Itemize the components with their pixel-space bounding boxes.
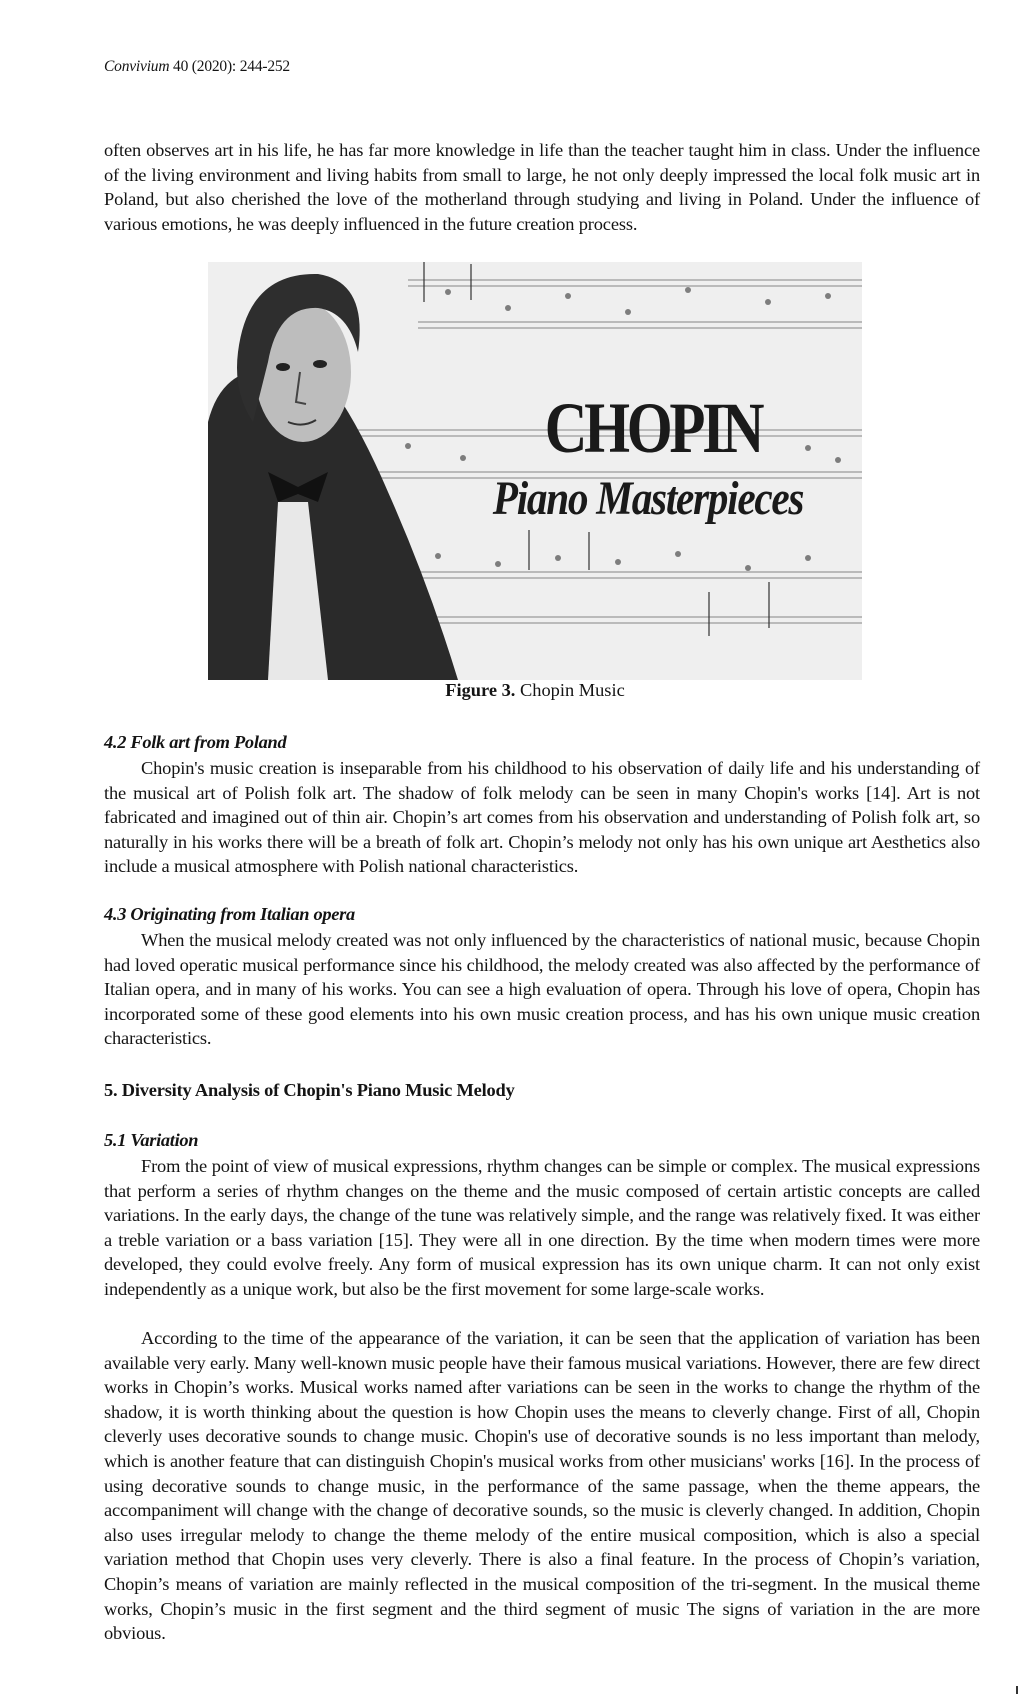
section-5-1-paragraph-1: From the point of view of musical expressions, rhythm changes can be simple or complex. The musical expressions that perform a series of rhythm changes on the theme and the music composed of certain artistic concepts are called variations. In the early days, the change of the tune was relatively simple, and the range was relatively fixed. It was either a treble variation or a bass variation [15]. They were all in one direction. By the time when modern times were more developed, they could evolve freely. Any form of musical expression has its own unique charm. It can not only exist independently as a unique work, but also be the first movement for some large-scale works.	[104, 1156, 980, 1299]
section-4-2-paragraph: Chopin's music creation is inseparable from his childhood to his observation of daily life and his understanding of the musical art of Polish folk art. The shadow of folk melody can be seen in many Chopin's works [14]. Art is not fabricated and imagined out of thin air. Chopin’s art comes from his observation and understanding of Polish folk art, so naturally in his works there will be a breath of folk art. Chopin’s melody not only has his own unique art Aesthetics also include a musical atmosphere with Polish national characteristics.	[104, 758, 980, 877]
journal-citation: 40 (2020): 244-252	[169, 58, 290, 75]
figure-image-subtitle: Piano Masterpieces	[492, 472, 804, 525]
section-heading-4-3: 4.3 Originating from Italian opera	[104, 904, 355, 924]
section-4-3-paragraph: When the musical melody created was not only influenced by the characteristics of national music, because Chopin had loved operatic musical performance since his childhood, the melody created was also affected by the performance of Italian opera, and in many of his works. You can see a high evaluation of opera. Through his love of opera, Chopin has incorporated some of these good elements into his own music creation process, and has his own unique music creation characteristics.	[104, 930, 980, 1049]
figure-image-title: CHOPIN	[544, 388, 762, 468]
figure-caption-label: Figure 3.	[445, 680, 516, 700]
page-edge-mark	[1016, 1686, 1018, 1694]
intro-paragraph: often observes art in his life, he has far more knowledge in life than the teacher taught him in class. Under the influence of the living environment and living habits from small to large, he not only deeply impressed the local folk music art in Poland, but also cherished the love of the motherland through studying and living in Poland. Under the influence of various emotions, he was deeply influenced in the future creation process.	[104, 140, 980, 234]
figure-chopin-image	[208, 262, 862, 680]
section-heading-5-1: 5.1 Variation	[104, 1130, 199, 1150]
journal-name: Convivium	[104, 58, 170, 75]
figure-caption	[0, 680, 1024, 701]
section-heading-4-2: 4.2 Folk art from Poland	[104, 732, 287, 752]
figure-caption-text: Chopin Music	[515, 680, 625, 700]
section-5-1-paragraph-2: According to the time of the appearance of the variation, it can be seen that the application of variation has been available very early. Many well-known music people have their famous musical variations. However, there are few direct works in Chopin’s works. Musical works named after variations can be seen in the works to change the rhythm of the shadow, it is worth thinking about the question is how Chopin uses the means to cleverly change. First of all, Chopin cleverly uses decorative sounds to change music. Chopin's use of decorative sounds is no less important than melody, which is another feature that can distinguish Chopin's musical works from other musicians' works [16]. In the process of using decorative sounds to change music, in the performance of the same passage, when the theme appears, the accompaniment will change with the change of decorative sounds, so the music is cleverly changed. In addition, Chopin also uses irregular melody to change the theme melody of the entire musical composition, which is also a special variation method that Chopin uses very cleverly. There is also a final feature. In the process of Chopin’s variation, Chopin’s means of variation are mainly reflected in the musical composition of the tri-segment. In the musical theme works, Chopin’s music in the first segment and the third segment of music The signs of variation in the are more obvious.	[104, 1328, 980, 1644]
section-heading-5: 5. Diversity Analysis of Chopin's Piano Music Melody	[104, 1080, 515, 1100]
sheet-music-background	[208, 262, 862, 680]
running-head	[104, 58, 290, 76]
